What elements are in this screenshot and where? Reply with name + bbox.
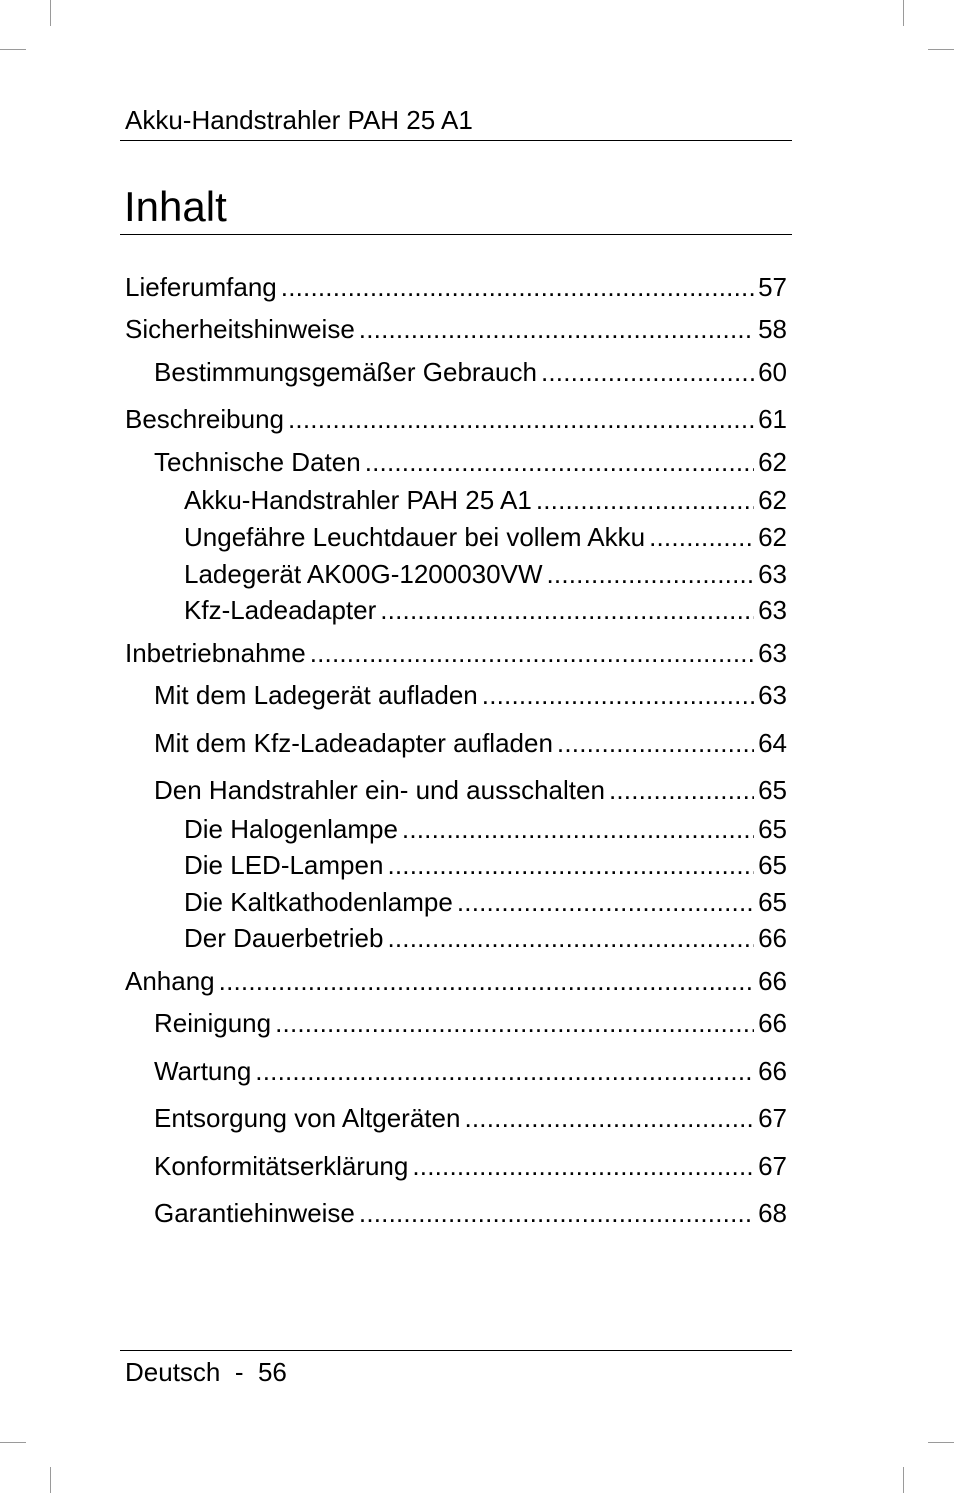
- dot-leader: [412, 1149, 754, 1183]
- toc-entry[interactable]: [184, 921, 787, 955]
- page-title: Inhalt: [124, 183, 227, 230]
- toc-entry-label: Ladegerät AK00G-1200030VW: [184, 559, 543, 589]
- toc-page-number: 62: [758, 485, 787, 515]
- toc-entry[interactable]: [154, 1006, 787, 1040]
- dot-leader: [649, 520, 754, 554]
- toc-page-number: 58: [758, 314, 787, 344]
- toc-page-number: 62: [758, 522, 787, 552]
- toc-entry-label: Garantiehinweise: [154, 1198, 355, 1228]
- dot-leader: [457, 885, 754, 919]
- toc-entry-label: Reinigung: [154, 1008, 272, 1038]
- toc-page-number: 61: [758, 404, 787, 434]
- dot-leader: [255, 1054, 754, 1088]
- dot-leader: [387, 848, 754, 882]
- toc-entry-label: Technische Daten: [154, 447, 361, 477]
- toc-entry-label: Inbetriebnahme: [125, 638, 306, 668]
- footer-language: Deutsch: [125, 1357, 221, 1387]
- toc-page-number: 64: [758, 728, 787, 758]
- toc-entry-label: Bestimmungsgemäßer Gebrauch: [154, 357, 537, 387]
- dot-leader: [464, 1101, 754, 1135]
- toc-entry[interactable]: [154, 726, 787, 760]
- toc-entry-label: Die LED-Lampen: [184, 850, 384, 880]
- toc-entry[interactable]: [154, 773, 787, 807]
- toc-page-number: 68: [758, 1198, 787, 1228]
- page-footer: [125, 1356, 287, 1388]
- toc-page-number: 67: [758, 1103, 787, 1133]
- toc-page-number: 66: [758, 923, 787, 953]
- toc-page-number: 63: [758, 638, 787, 668]
- dot-leader: [387, 921, 754, 955]
- toc-entry-label: Kfz-Ladeadapter: [184, 595, 377, 625]
- toc-entry[interactable]: [184, 848, 787, 882]
- toc-entry[interactable]: [125, 636, 787, 670]
- dot-leader: [275, 1006, 754, 1040]
- toc-entry-label: Ungefähre Leuchtdauer bei vollem Akku: [184, 522, 646, 552]
- toc-entry-label: Entsorgung von Altgeräten: [154, 1103, 461, 1133]
- toc-entry[interactable]: [125, 312, 787, 346]
- dot-leader: [288, 402, 754, 436]
- toc-entry-label: Beschreibung: [125, 404, 284, 434]
- toc-page-number: 63: [758, 559, 787, 589]
- toc-entry[interactable]: [154, 1149, 787, 1183]
- toc-page-number: 66: [758, 966, 787, 996]
- toc-entry-label: Lieferumfang: [125, 272, 277, 302]
- toc-entry-label: Die Kaltkathodenlampe: [184, 887, 453, 917]
- toc-entry-label: Der Dauerbetrieb: [184, 923, 384, 953]
- toc-entry[interactable]: [154, 1054, 787, 1088]
- toc-entry-label: Akku-Handstrahler PAH 25 A1: [184, 485, 532, 515]
- toc-page-number: 66: [758, 1056, 787, 1086]
- footer-page-number: 56: [257, 1357, 287, 1387]
- toc-page-number: 62: [758, 447, 787, 477]
- toc-entry[interactable]: [125, 402, 787, 436]
- dot-leader: [482, 678, 754, 712]
- toc-entry[interactable]: [184, 557, 787, 591]
- dot-leader: [546, 557, 754, 591]
- toc-page-number: 67: [758, 1151, 787, 1181]
- toc-page-number: 65: [758, 775, 787, 805]
- dot-leader: [402, 812, 754, 846]
- dot-leader: [380, 593, 754, 627]
- dot-leader: [609, 773, 754, 807]
- toc-entry-label: Mit dem Kfz-Ladeadapter aufladen: [154, 728, 553, 758]
- toc-entry[interactable]: [125, 964, 787, 998]
- running-header: Akku-Handstrahler PAH 25 A1: [125, 105, 473, 135]
- toc-entry-label: Den Handstrahler ein- und ausschalten: [154, 775, 605, 805]
- dot-leader: [541, 355, 754, 389]
- toc-entry[interactable]: [154, 355, 787, 389]
- dot-leader: [365, 445, 754, 479]
- toc-entry-label: Anhang: [125, 966, 215, 996]
- toc-entry[interactable]: [184, 593, 787, 627]
- toc-entry[interactable]: [184, 885, 787, 919]
- footer-rule: [120, 1350, 792, 1351]
- toc-entry[interactable]: [184, 520, 787, 554]
- toc-entry-label: Wartung: [154, 1056, 252, 1086]
- toc-entry[interactable]: [184, 812, 787, 846]
- toc-entry[interactable]: [154, 1196, 787, 1230]
- dot-leader: [359, 1196, 754, 1230]
- dot-leader: [557, 726, 754, 760]
- toc-entry-label: Mit dem Ladegerät aufladen: [154, 680, 478, 710]
- toc-entry[interactable]: [154, 678, 787, 712]
- toc-entry-label: Konformitätserklärung: [154, 1151, 409, 1181]
- toc-entry[interactable]: [184, 483, 787, 517]
- toc-page-number: 60: [758, 357, 787, 387]
- dot-leader: [281, 270, 754, 304]
- toc-entry[interactable]: [154, 1101, 787, 1135]
- dot-leader: [219, 964, 754, 998]
- dot-leader: [359, 312, 754, 346]
- toc-page-number: 63: [758, 680, 787, 710]
- dot-leader: [536, 483, 754, 517]
- toc-page-number: 65: [758, 850, 787, 880]
- toc-page-number: 65: [758, 814, 787, 844]
- dot-leader: [310, 636, 754, 670]
- toc-page-number: 57: [758, 272, 787, 302]
- footer-separator: -: [234, 1357, 244, 1387]
- toc-entry-label: Die Halogenlampe: [184, 814, 398, 844]
- toc-page-number: 66: [758, 1008, 787, 1038]
- toc-entry[interactable]: [125, 270, 787, 304]
- toc-entry[interactable]: [154, 445, 787, 479]
- toc-page-number: 65: [758, 887, 787, 917]
- toc-entry-label: Sicherheitshinweise: [125, 314, 355, 344]
- toc-page-number: 63: [758, 595, 787, 625]
